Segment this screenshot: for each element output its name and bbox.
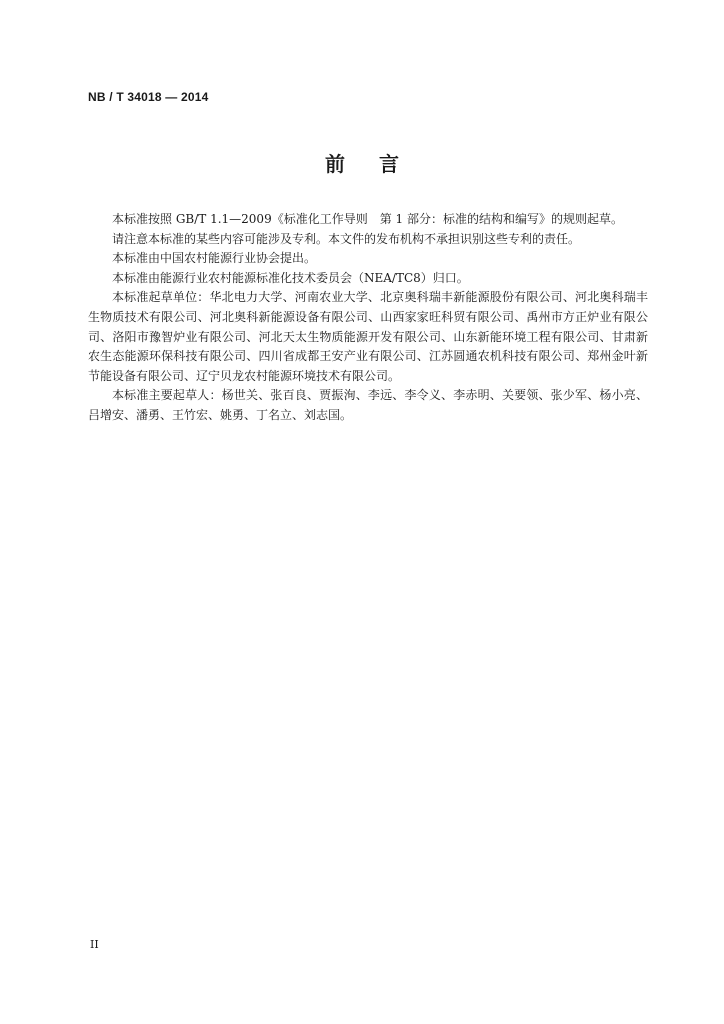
foreword-body bbox=[88, 210, 648, 426]
paragraph-drafters: 本标准主要起草人：杨世关、张百良、贾振洵、李远、李令义、李赤明、关要领、张少军、杨小亮、吕增安、潘勇、王竹宏、姚勇、丁名立、刘志国。 bbox=[88, 388, 648, 422]
standard-number: NB / T 34018 — 2014 bbox=[88, 90, 209, 104]
page-number: II bbox=[90, 938, 99, 951]
paragraph-patent-notice: 请注意本标准的某些内容可能涉及专利。本文件的发布机构不承担识别这些专利的责任。 bbox=[112, 231, 581, 246]
page-title: 前言 bbox=[325, 152, 433, 176]
paragraph-drafting-units: 本标准起草单位：华北电力大学、河南农业大学、北京奥科瑞丰新能源股份有限公司、河北奥科瑞丰生物质技术有限公司、河北奥科新能源设备有限公司、山西家家旺科贸有限公司、禹州市方正炉业有限公司、洛阳市豫智炉业有限公司、河北天太生物质能源开发有限公司、山东新能环境工程有限公司、甘肃新农生态能源环保科技有限公司、四川省成都王安产业有限公司、江苏圆通农机科技有限公司、郑州金叶新节能设备有限公司、辽宁贝龙农村能源环境技术有限公司。 bbox=[88, 290, 648, 383]
paragraph-technical-committee: 本标准由能源行业农村能源标准化技术委员会（NEA/TC8）归口。 bbox=[112, 270, 469, 285]
paragraph-proposer: 本标准由中国农村能源行业协会提出。 bbox=[112, 251, 317, 266]
paragraph-drafting-rules: 本标准按照 GB/T 1.1—2009《标准化工作导则 第 1 部分：标准的结构和编写》的规则起草。 bbox=[112, 212, 623, 226]
